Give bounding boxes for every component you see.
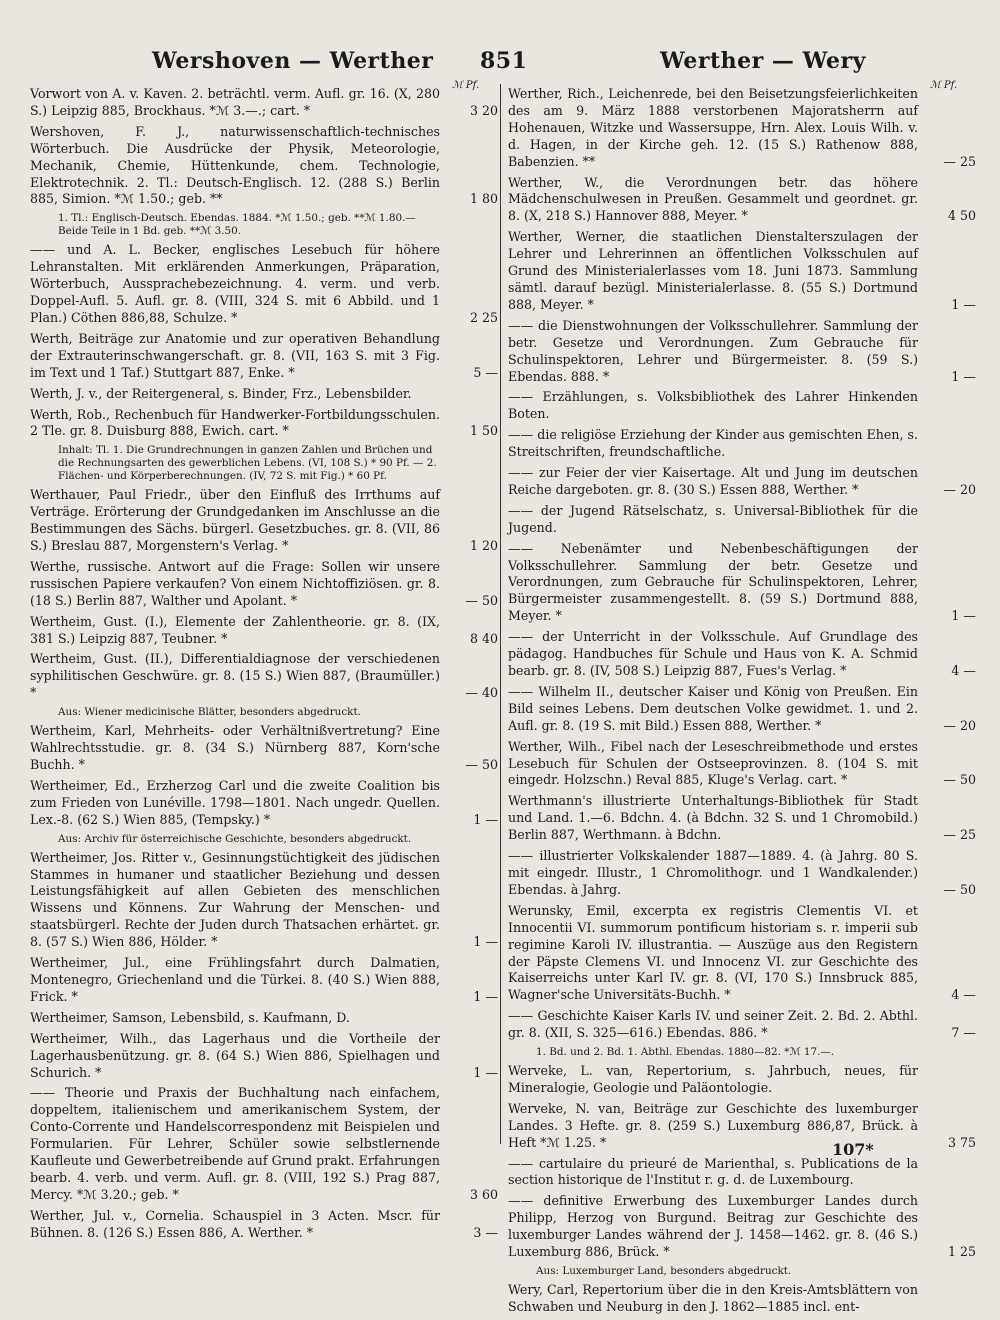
catalog-entry bbox=[30, 331, 498, 382]
entry-text: —— der Unterricht in der Volksschule. Auf Grundlage des pädagog. Handbuches für Schule und Haus von K. A. Schmid bearb. gr. 8. (IV, 508 S.) Leipzig 887, Fues's Verlag. * bbox=[508, 629, 918, 678]
catalog-entry bbox=[30, 1010, 498, 1027]
catalog-entry bbox=[508, 793, 976, 844]
entry-price: 1 — bbox=[473, 988, 498, 1004]
entry-text: Werth, Beiträge zur Anatomie und zur operativen Behandlung der Extrauterinschwangerschaft. gr. 8. (VII, 163 S. mit 3 Fig. im Text und 1 Taf.) Stuttgart 887, Enke. * bbox=[30, 330, 440, 380]
signature-mark: 107* bbox=[832, 1140, 874, 1159]
entry-price: 1 — bbox=[473, 934, 498, 950]
entry-text: —— Nebenämter und Nebenbeschäftigungen der Volksschullehrer. Sammlung der betr. Gesetze und Verordnungen, zum Gebrauche für Schulinspektoren, Lehrer, Bürgermeister zusammengestellt. 8. (59 S.) Dortmund 888, Meyer. * bbox=[508, 540, 918, 624]
entry-text: —— zur Feier der vier Kaisertage. Alt und Jung im deutschen Reiche dargeboten. gr. 8. (30 S.) Essen 888, Werther. * bbox=[508, 465, 918, 497]
entry-text: Wershoven, F. J., naturwissenschaftlich-technisches Wörterbuch. Die Ausdrücke der Physik, Meteorologie, Mechanik, Chemie, Hüttenkunde, chem. Technologie, Elektrotechnik. 2. Tl.: Deutsch-Englisch. 12. (288 S.) Berlin 885, Simion. *ℳ 1.50.; geb. ** bbox=[30, 123, 440, 207]
catalog-entry bbox=[508, 629, 976, 680]
catalog-entry bbox=[30, 850, 498, 951]
entry-text: Werther, Rich., Leichenrede, bei den Beisetzungsfeierlichkeiten des am 9. März 1888 verstorbenen Majoratsherrn auf Hohenauen, Witzke und Wassersuppe, Hrn. Alex. Louis Wilh. v. d. Hagen, in der Kirche geh. 12. (15 S.) Rathenow 888, Babenzien. ** bbox=[508, 86, 918, 169]
entry-text: Werthmann's illustrierte Unterhaltungs-Bibliothek für Stadt und Land. 1.—6. Bdchn. 4. (à Bdchn. 32 S. und 1 Chromobild.) Berlin 887, Werthmann. à Bdchn. bbox=[508, 793, 918, 843]
entry-price: 4 50 bbox=[947, 208, 976, 224]
entry-text: —— die religiöse Erziehung der Kinder aus gemischten Ehen, s. Streitschriften, freundschaftliche. bbox=[508, 427, 918, 460]
entry-price: 3 20 bbox=[469, 102, 498, 118]
catalog-entry bbox=[508, 1008, 976, 1042]
catalog-entry bbox=[30, 386, 498, 403]
entry-text: Vorwort von A. v. Kaven. 2. beträchtl. verm. Aufl. gr. 16. (X, 280 S.) Leipzig 885, Brockhaus. *ℳ 3.—.; cart. * bbox=[30, 86, 440, 118]
catalog-entry bbox=[508, 1101, 976, 1152]
catalog-entry bbox=[508, 848, 976, 899]
entry-price: — 25 bbox=[943, 153, 976, 169]
entry-price: 5 — bbox=[473, 364, 498, 380]
catalog-entry bbox=[508, 1156, 976, 1190]
catalog-entry bbox=[508, 175, 976, 226]
entry-price: 8 40 bbox=[469, 630, 498, 646]
catalog-entry bbox=[508, 1282, 976, 1316]
entry-price: 4 — bbox=[951, 663, 976, 678]
catalog-entry bbox=[30, 1208, 498, 1242]
entry-text: Wertheimer, Wilh., das Lagerhaus und die Vortheile der Lagerhausbenützung. gr. 8. (64 S.) Wien 886, Spielhagen und Schurich. * bbox=[30, 1030, 440, 1080]
entry-text: Wertheim, Karl, Mehrheits- oder Verhältnißvertretung? Eine Wahlrechtsstudie. gr. 8. (34 S.) Nürnberg 887, Korn'sche Buchh. * bbox=[30, 723, 440, 772]
entry-text: Werthe, russische. Antwort auf die Frage: Sollen wir unsere russischen Papiere verkaufen? Von einem Nichtoffiziösen. gr. 8. (18 S.) Berlin 887, Walther und Apolant. * bbox=[30, 558, 440, 608]
entry-text: —— Theorie und Praxis der Buchhaltung nach einfachem, doppeltem, italienischem und amerikanischem System, der Conto-Corrente und Handelscorrespondenz mit Beispielen und Formularien. Für Lehrer, Schüler sowie selbstlernende Kaufleute und Gewerbetreibende auf Grund prakt. Erfahrungen bearb. 4. verb. und verm. Aufl. gr. 8. (VIII, 192 S.) Prag 887, Mercy. *ℳ 3.20.; geb. * bbox=[30, 1085, 440, 1202]
entry-price: 2 25 bbox=[469, 309, 498, 325]
catalog-entry bbox=[30, 407, 498, 441]
entry-price: 1 — bbox=[951, 608, 976, 624]
catalog-entry bbox=[30, 124, 498, 209]
right-column bbox=[508, 86, 976, 1320]
entry-note: Aus: Luxemburger Land, besonders abgedruckt. bbox=[536, 1265, 792, 1277]
catalog-entry bbox=[508, 903, 976, 1004]
catalog-entry bbox=[508, 86, 976, 171]
catalog-entry bbox=[508, 318, 976, 386]
entry-note: Aus: Archiv für österreichische Geschichte, besonders abgedruckt. bbox=[58, 832, 412, 845]
left-column bbox=[30, 86, 498, 1246]
entry-text: —— illustrierter Volkskalender 1887—1889. 4. (à Jahrg. 80 S. mit eingedr. Illustr., 1 Chromolithogr. und 1 Wandkalender.) Ebendas. à Jahrg. bbox=[508, 848, 918, 897]
catalog-entry bbox=[508, 427, 976, 461]
entry-text: —— der Jugend Rätselschatz, s. Universal-Bibliothek für die Jugend. bbox=[508, 502, 918, 535]
entry-text: Werveke, L. van, Repertorium, s. Jahrbuch, neues, für Mineralogie, Geologie und Paläontologie. bbox=[508, 1063, 918, 1095]
entry-price: 1 20 bbox=[469, 538, 498, 554]
entry-text: Wery, Carl, Repertorium über die in den Kreis-Amtsblättern von Schwaben und Neuburg in den J. 1862—1885 incl. ent- bbox=[508, 1282, 918, 1314]
entry-text: Wertheimer, Jos. Ritter v., Gesinnungstüchtigkeit des jüdischen Stammes in humaner und staatlicher Beziehung und dessen Leistungsfähigkeit auf allen Gebieten des menschlichen Wissens und Könnens. Zur Wahrung der Menschen- und staatsbürgerl. Rechte der Juden durch Thatsachen erhärtet. gr. 8. (57 S.) Wien 886, Hölder. * bbox=[30, 849, 440, 950]
entry-text: —— Geschichte Kaiser Karls IV. und seiner Zeit. 2. Bd. 2. Abthl. gr. 8. (XII, S. 325—616.) Ebendas. 886. * bbox=[508, 1008, 918, 1041]
catalog-entry bbox=[508, 739, 976, 790]
entry-text: Werther, Werner, die staatlichen Dienstalterszulagen der Lehrer und Lehrerinnen an öffentlichen Volksschulen auf Grund des Ministerialerlasses vom 18. Juni 1873. Sammlung sämtl. darauf bezügl. Ministerialerlasse. 8. (55 S.) Dortmund 888, Meyer. * bbox=[508, 229, 918, 312]
entry-price: — 50 bbox=[943, 881, 976, 897]
entry-price: — 40 bbox=[465, 685, 498, 701]
entry-price: — 50 bbox=[943, 772, 976, 788]
catalog-entry bbox=[508, 684, 976, 735]
entry-price: 1 — bbox=[951, 296, 976, 312]
entry-price: — 20 bbox=[943, 481, 976, 497]
entry-text: —— Wilhelm II., deutscher Kaiser und König von Preußen. Ein Bild seines Lebens. Dem deutschen Volke gewidmet. 1. und 2. Aufl. gr. 8. (19 S. mit Bild.) Essen 888, Werther. * bbox=[508, 683, 918, 733]
entry-price: — 20 bbox=[943, 717, 976, 733]
catalog-entry bbox=[508, 541, 976, 626]
entry-text: Wertheim, Gust. (II.), Differentialdiagnose der verschiedenen syphilitischen Geschwüre. gr. 8. (15 S.) Wien 887, (Braumüller.) * bbox=[30, 651, 440, 701]
entry-price: 1 50 bbox=[469, 423, 498, 439]
entry-price: — 25 bbox=[943, 827, 976, 843]
entry-price: 4 — bbox=[951, 987, 976, 1003]
entry-text: Wertheimer, Samson, Lebensbild, s. Kaufmann, D. bbox=[30, 1009, 350, 1025]
catalog-entry bbox=[30, 86, 498, 120]
column-divider bbox=[500, 84, 501, 1144]
catalog-entry bbox=[30, 242, 498, 327]
entry-note: Inhalt: Tl. 1. Die Grundrechnungen in ganzen Zahlen und Brüchen und die Rechnungsarten des gewerblichen Lebens. (VI, 108 S.) * 90 Pf. — 2. Flächen- und Körperberechnungen. (IV, 72 S. mit Fig.) * 60 Pf. bbox=[58, 444, 437, 483]
catalog-entry bbox=[30, 614, 498, 648]
catalog-entry bbox=[30, 955, 498, 1006]
entry-price: 1 80 bbox=[469, 191, 498, 207]
entry-note: 1. Tl.: Englisch-Deutsch. Ebendas. 1884. *ℳ 1.50.; geb. **ℳ 1.80.— Beide Teile in 1 Bd. geb. **ℳ 3.50. bbox=[58, 212, 416, 238]
entry-price: 1 — bbox=[951, 368, 976, 384]
entry-text: —— definitive Erwerbung des Luxemburger Landes durch Philipp, Herzog von Burgund. Beitrag zur Geschichte des luxemburger Landes während der J. 1458—1462. gr. 8. (46 S.) Luxemburg 886, Brück. * bbox=[508, 1193, 918, 1260]
price-column-head-left: ℳ Pf. bbox=[452, 80, 480, 91]
catalog-entry bbox=[30, 778, 498, 829]
entry-price: 1 — bbox=[473, 811, 498, 827]
entry-price: 3 — bbox=[473, 1224, 498, 1240]
entry-price: 1 — bbox=[473, 1064, 498, 1080]
entry-text: Werther, W., die Verordnungen betr. das höhere Mädchenschulwesen in Preußen. Gesammelt und geordnet. gr. 8. (X, 218 S.) Hannover 888, Meyer. * bbox=[508, 174, 918, 224]
entry-text: Wertheimer, Ed., Erzherzog Carl und die zweite Coalition bis zum Frieden von Lunéville. 1798—1801. Nach ungedr. Quellen. Lex.-8. (62 S.) Wien 885, (Tempsky.) * bbox=[30, 777, 440, 827]
entry-text: Werther, Jul. v., Cornelia. Schauspiel in 3 Acten. Mscr. für Bühnen. 8. (126 S.) Essen 886, A. Werther. * bbox=[30, 1207, 440, 1240]
entry-price: 3 60 bbox=[469, 1186, 498, 1202]
entry-text: Werveke, N. van, Beiträge zur Geschichte des luxemburger Landes. 3 Hefte. gr. 8. (259 S.) Luxemburg 886,87, Brück. à Heft *ℳ 1.25. * bbox=[508, 1100, 918, 1150]
entry-text: —— die Dienstwohnungen der Volksschullehrer. Sammlung der betr. Gesetze und Verordnungen. Zum Gebrauche für Schulinspektoren, Lehrer und Bürgermeister. 8. (59 S.) Ebendas. 888. * bbox=[508, 317, 918, 384]
catalog-entry bbox=[508, 389, 976, 423]
entry-text: Werther, Wilh., Fibel nach der Leseschreibmethode und erstes Lesebuch für Schulen der Ostseeprovinzen. 8. (104 S. mit eingedr. Holzschn.) Reval 885, Kluge's Verlag. cart. * bbox=[508, 738, 918, 788]
entry-text: —— Erzählungen, s. Volksbibliothek des Lahrer Hinkenden Boten. bbox=[508, 389, 918, 422]
catalog-entry bbox=[508, 1193, 976, 1261]
entry-text: Werth, Rob., Rechenbuch für Handwerker-Fortbildungsschulen. 2 Tle. gr. 8. Duisburg 888, Ewich. cart. * bbox=[30, 406, 440, 439]
entry-text: —— cartulaire du prieuré de Marienthal, s. Publications de la section historique de l'Institut r. g. d. de Luxembourg. bbox=[508, 1155, 918, 1188]
catalog-entry bbox=[508, 465, 976, 499]
page-number: 851 bbox=[480, 48, 528, 74]
entry-text: Wertheim, Gust. (I.), Elemente der Zahlentheorie. gr. 8. (IX, 381 S.) Leipzig 887, Teubner. * bbox=[30, 613, 440, 646]
entry-price: 3 75 bbox=[947, 1134, 976, 1150]
catalog-entry bbox=[30, 1031, 498, 1082]
catalog-entry bbox=[508, 503, 976, 537]
entry-text: Werthauer, Paul Friedr., über den Einfluß des Irrthums auf Verträge. Erörterung der Grundgedanken im Anschlusse an die Bestimmungen des Sächs. bürgerl. Gesetzbuches. gr. 8. (VII, 86 S.) Breslau 887, Morgenstern's Verlag. * bbox=[30, 487, 440, 554]
entry-price: — 50 bbox=[465, 592, 498, 608]
catalog-entry bbox=[30, 651, 498, 702]
entry-note: Aus: Wiener medicinische Blätter, besonders abgedruckt. bbox=[58, 706, 361, 719]
catalog-entry bbox=[30, 1085, 498, 1203]
running-head-right: Werther — Wery bbox=[660, 48, 866, 74]
entry-price: 7 — bbox=[951, 1025, 976, 1041]
catalog-entry bbox=[30, 723, 498, 774]
catalog-entry bbox=[30, 559, 498, 610]
entry-price: — 50 bbox=[465, 757, 498, 772]
entry-text: Wertheimer, Jul., eine Frühlingsfahrt durch Dalmatien, Montenegro, Griechenland und die Türkei. 8. (40 S.) Wien 888, Frick. * bbox=[30, 955, 440, 1004]
entry-text: Werunsky, Emil, excerpta ex registris Clementis VI. et Innocentii VI. summorum pontificum historiam s. r. imperii sub regimine Karoli IV. illustrantia. — Auszüge aus den Registern der Päpste Clemens VI. und Innocenz VI. zur Geschichte des Kaiserreichs unter Karl IV. gr. 8. (VI, 170 S.) Innsbruck 885, Wagner'sche Universitäts-Buchh. * bbox=[508, 902, 918, 1003]
entry-note: 1. Bd. und 2. Bd. 1. Abthl. Ebendas. 1880—82. *ℳ 17.—. bbox=[536, 1046, 835, 1059]
price-column-head-right: ℳ Pf. bbox=[930, 80, 958, 91]
catalog-entry bbox=[30, 487, 498, 555]
entry-text: —— und A. L. Becker, englisches Lesebuch für höhere Lehranstalten. Mit erklärenden Anmerkungen, Präparation, Wörterbuch, Aussprachebezeichnung. 4. verm. und verb. Doppel-Aufl. 5. Aufl. gr. 8. (VIII, 324 S. mit 6 Abbild. und 1 Plan.) Cöthen 886,88, Schulze. * bbox=[30, 242, 440, 325]
entry-text: Werth, J. v., der Reitergeneral, s. Binder, Frz., Lebensbilder. bbox=[30, 385, 412, 401]
catalog-entry bbox=[508, 229, 976, 314]
running-head-left: Wershoven — Werther bbox=[152, 48, 434, 74]
entry-price: 1 25 bbox=[947, 1244, 976, 1260]
catalog-entry bbox=[508, 1063, 976, 1097]
